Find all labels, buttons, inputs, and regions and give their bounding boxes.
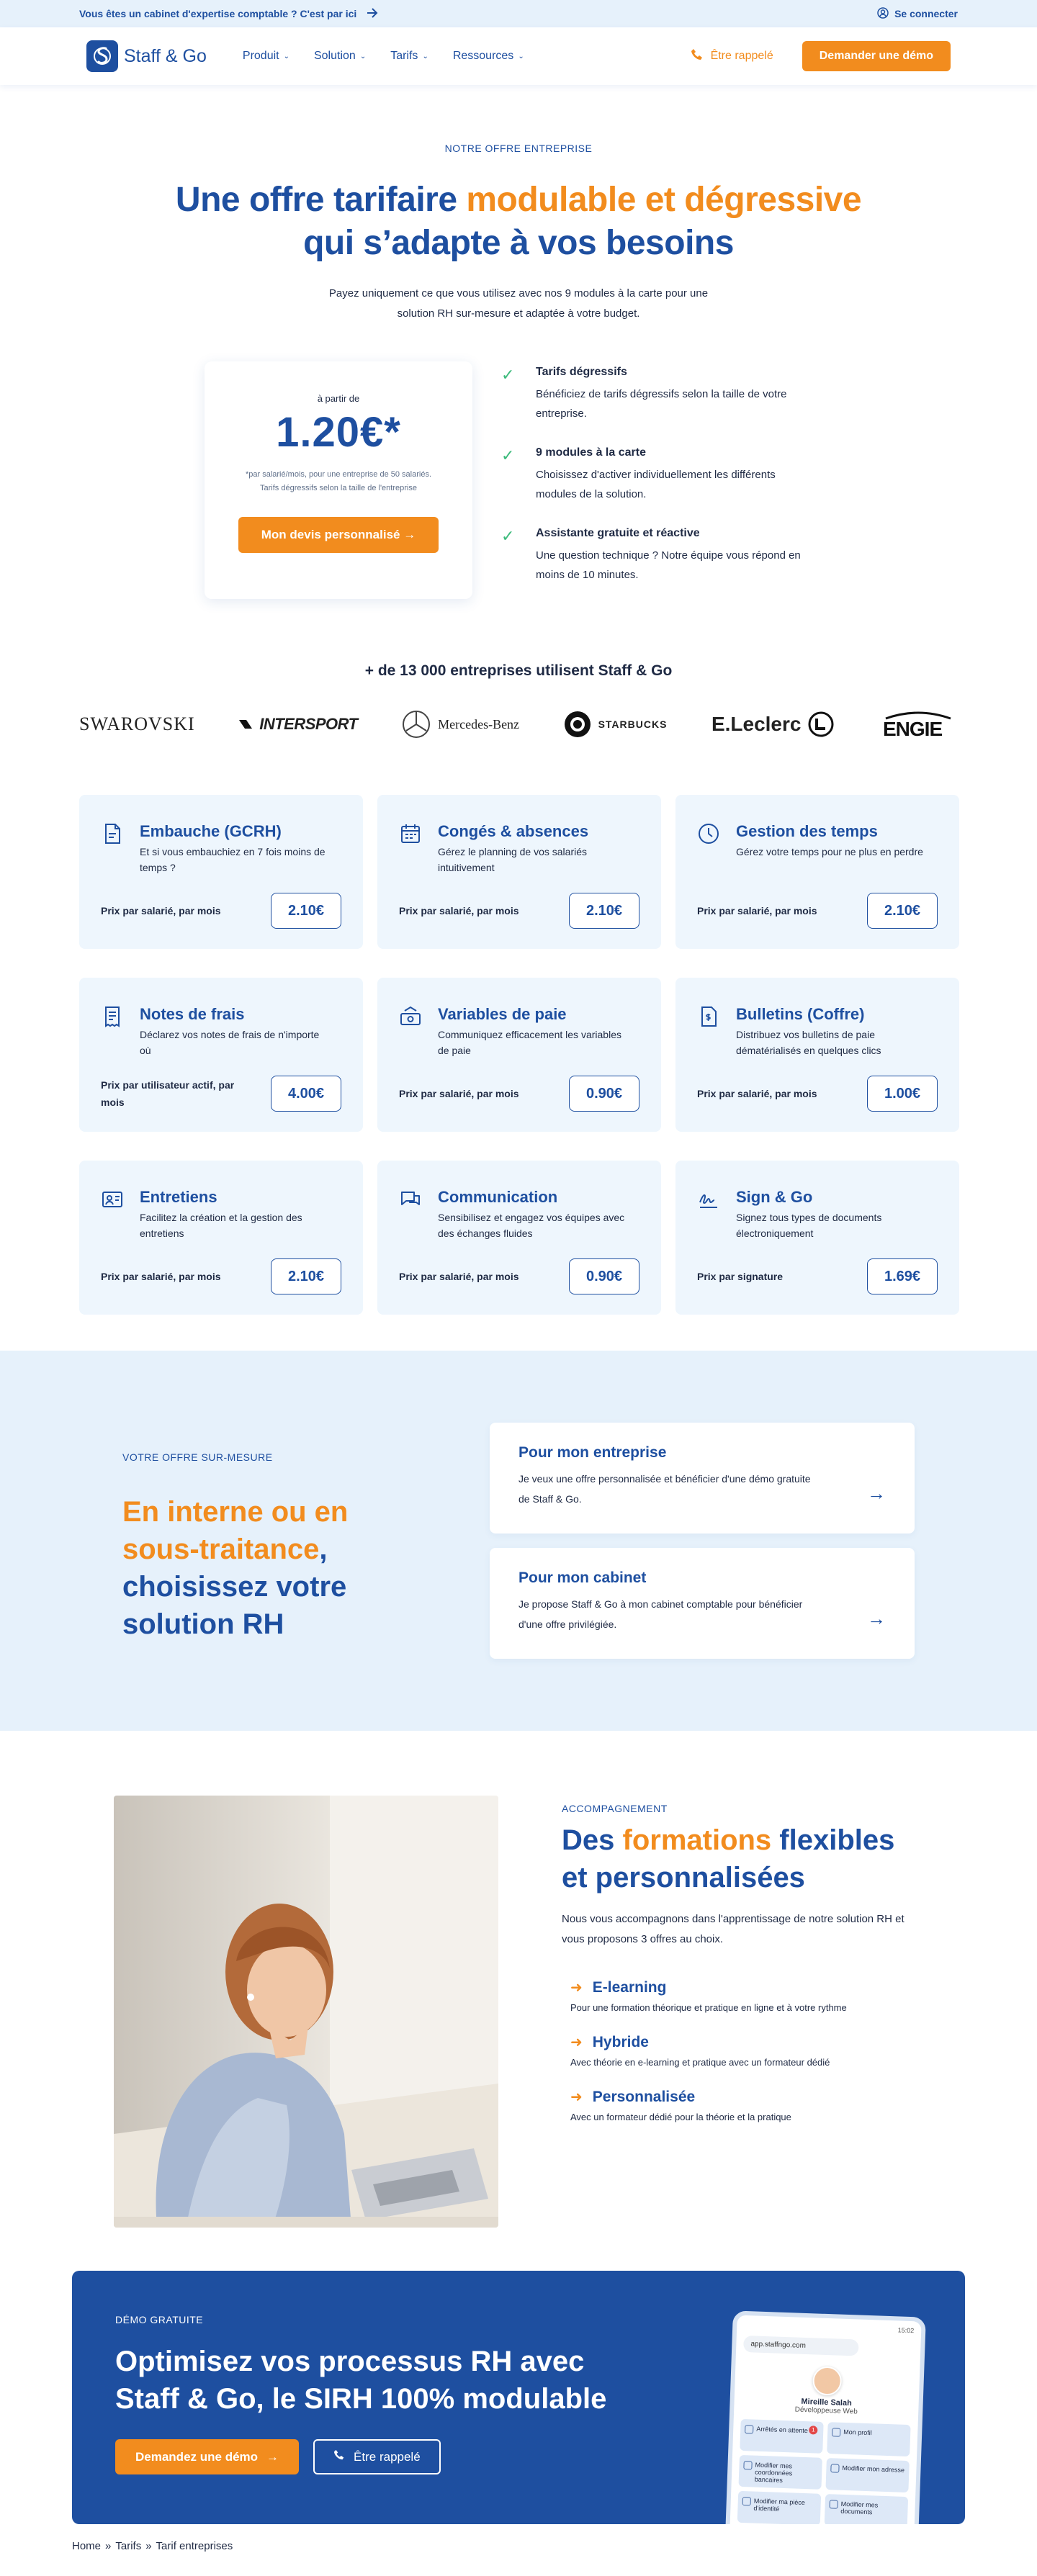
module-title: Entretiens: [140, 1188, 217, 1206]
arrow-right-icon: [367, 8, 378, 20]
module-price-label: Prix par salarié, par mois: [399, 1271, 519, 1282]
training-option-text: Avec théorie en e-learning et pratique avec un formateur dédié: [570, 2057, 830, 2068]
feature-item: [501, 446, 818, 504]
breadcrumb-tarifs[interactable]: Tarifs: [115, 2540, 142, 2552]
offer-card-text: Je veux une offre personnalisée et bénéficier d'une démo gratuite de Staff & Go.: [518, 1473, 811, 1505]
phone-icon: [691, 48, 704, 65]
custom-title-highlight1: En interne ou en: [122, 1496, 349, 1528]
logo-mark-icon: [86, 40, 118, 72]
phone-user-name: Mireille Salah: [801, 2397, 852, 2408]
nav-label: Tarifs: [390, 50, 418, 62]
hero-section: [0, 85, 1037, 608]
chevron-down-icon: ⌄: [359, 52, 367, 60]
offer-card-title: Pour mon entreprise: [518, 1444, 667, 1461]
module-price: 1.69€: [867, 1258, 938, 1294]
brand-logo[interactable]: [86, 40, 207, 72]
clock-icon: [697, 822, 720, 845]
module-price-label: Prix par salarié, par mois: [399, 905, 519, 917]
module-desc: Déclarez vos notes de frais de n'importe où: [140, 1029, 320, 1056]
module-price: 2.10€: [271, 1258, 341, 1294]
module-desc: Facilitez la création et la gestion des entretiens: [140, 1212, 302, 1239]
module-price-label: Prix par utilisateur actif, par mois: [101, 1079, 235, 1108]
engie-wordmark-icon: [879, 708, 958, 740]
module-price: 0.90€: [569, 1076, 639, 1112]
module-title: Congés & absences: [438, 822, 589, 840]
arrow-right-icon: →: [867, 1482, 886, 1504]
module-card: [79, 1161, 363, 1315]
module-price: 2.10€: [867, 893, 938, 929]
training-title-part1: Des: [562, 1824, 623, 1856]
request-demo-button[interactable]: Demander une démo: [802, 41, 951, 71]
module-card: [377, 1161, 661, 1315]
training-option-title: Personnalisée: [592, 2088, 696, 2105]
phone-tile: [737, 2491, 821, 2524]
offer-card-entreprise[interactable]: [490, 1423, 915, 1534]
client-logos: [0, 708, 1037, 740]
accountant-promo-link[interactable]: [79, 8, 378, 20]
training-option-title: E-learning: [592, 1978, 667, 1996]
check-icon: ✓: [501, 366, 515, 384]
intersport-name: INTERSPORT: [259, 715, 358, 733]
swarovski-logo: SWAROVSKI: [79, 713, 195, 734]
training-option-text: Pour une formation théorique et pratique en ligne et à votre rythme: [570, 2002, 847, 2013]
phone-tile: [827, 2422, 910, 2456]
training-options: [562, 1978, 923, 2122]
header-actions: [691, 41, 951, 71]
arrow-right-icon: ➜: [570, 2089, 583, 2105]
demo-request-label: Demandez une démo: [135, 2449, 259, 2464]
breadcrumb-home[interactable]: Home: [72, 2540, 102, 2552]
custom-title-rest: choisissez votre solution RH: [122, 1571, 347, 1640]
breadcrumb-separator: »: [145, 2540, 152, 2552]
engie-logo: [879, 708, 958, 740]
phone-tile-label: Modifier mes documents: [840, 2500, 879, 2516]
feature-text: Choisissez d'activer individuellement les différents modules de la solution.: [536, 469, 776, 500]
phone-user-role: Développeuse Web: [794, 2405, 858, 2416]
module-price: 0.90€: [569, 1258, 639, 1294]
calendar-icon: [399, 822, 422, 845]
price-from: à partir de: [317, 393, 360, 404]
feature-title: Assistante gratuite et réactive: [536, 527, 700, 539]
hero-title: [0, 179, 1037, 265]
feature-text: Bénéficiez de tarifs dégressifs selon la taille de votre entreprise.: [536, 388, 787, 420]
chevron-down-icon: ⌄: [283, 52, 289, 60]
custom-title-highlight2: sous-traitance: [122, 1534, 320, 1565]
avatar: [812, 2366, 842, 2395]
feature-title: 9 modules à la carte: [536, 446, 646, 459]
phone-url-bar: app.staffngo.com: [743, 2336, 859, 2356]
chat-icon: [399, 1188, 422, 1211]
demo-callback-label: Être rappelé: [354, 2449, 421, 2464]
starbucks-siren-icon: [564, 711, 591, 738]
module-price-label: Prix par signature: [697, 1271, 784, 1282]
module-desc: Gérez votre temps pour ne plus en perdre: [736, 846, 923, 857]
module-desc: Communiquez efficacement les variables de paie: [438, 1029, 621, 1056]
training-option: [562, 2033, 923, 2068]
phone-tile: [825, 2458, 909, 2492]
payslip-icon: [697, 1005, 720, 1028]
training-option: [562, 1978, 923, 2013]
breadcrumb-separator: »: [105, 2540, 112, 2552]
chevron-down-icon: ⌄: [518, 52, 524, 60]
phone-tile-label: Mon profil: [843, 2428, 872, 2437]
price-card: [205, 361, 472, 599]
notification-badge: 1: [809, 2426, 817, 2434]
money-icon: [399, 1005, 422, 1028]
training-content: [562, 1796, 923, 2228]
nav-item-tarifs[interactable]: [390, 50, 428, 63]
module-title: Variables de paie: [438, 1005, 567, 1023]
nav-item-solution[interactable]: [314, 50, 366, 63]
offer-block: [0, 361, 1037, 608]
module-card: [79, 978, 363, 1132]
module-title: Gestion des temps: [736, 822, 878, 840]
phone-icon: [333, 2449, 345, 2464]
arrow-right-icon: ➜: [570, 1980, 583, 1996]
nav-item-ressources[interactable]: [453, 50, 524, 63]
feature-title: Tarifs dégressifs: [536, 366, 627, 378]
offer-card-title: Pour mon cabinet: [518, 1570, 647, 1586]
module-title: Bulletins (Coffre): [736, 1005, 865, 1023]
module-price-label: Prix par salarié, par mois: [697, 1088, 817, 1099]
modules-grid: [0, 795, 1037, 1315]
leclerc-mark-icon: [808, 711, 834, 737]
module-price-label: Prix par salarié, par mois: [399, 1088, 519, 1099]
module-price-label: Prix par salarié, par mois: [697, 905, 817, 917]
arrow-right-icon: ➜: [570, 2035, 583, 2050]
module-title: Notes de frais: [140, 1005, 245, 1023]
demo-title: Optimisez vos processus RH avec Staff & Go, le SIRH 100% modulable: [115, 2346, 607, 2415]
module-card: [377, 978, 661, 1132]
quote-button[interactable]: [238, 517, 439, 553]
breadcrumb-current: Tarif entreprises: [156, 2540, 233, 2552]
offer-card-cabinet[interactable]: [490, 1548, 915, 1659]
user-icon: [877, 7, 889, 21]
leclerc-name: E.Leclerc: [711, 713, 802, 735]
demo-eyebrow: DÉMO GRATUITE: [115, 2314, 204, 2325]
breadcrumb: [0, 2524, 1037, 2568]
intersport-logo: [239, 715, 357, 734]
custom-offer-cards: [490, 1423, 915, 1731]
demo-request-button[interactable]: [115, 2439, 299, 2474]
clients-section: [0, 662, 1037, 740]
hero-title-highlight: modulable et dégressive: [466, 181, 862, 219]
hero-eyebrow: NOTRE OFFRE ENTREPRISE: [444, 143, 593, 154]
training-option: [562, 2088, 923, 2122]
custom-offer-section: [0, 1351, 1037, 1731]
check-icon: ✓: [501, 527, 515, 545]
phone-tile: [740, 2419, 823, 2454]
mercedes-name: Mercedes-Benz: [438, 716, 520, 731]
main-nav: [243, 50, 691, 63]
intersport-mark-icon: [239, 719, 252, 730]
phone-tile-label: Modifier mes coordonnées bancaires: [754, 2461, 793, 2484]
callback-label: Être rappelé: [710, 50, 773, 62]
hero-title-part1: Une offre tarifaire: [175, 181, 467, 219]
module-card: [377, 795, 661, 949]
features-list: [501, 361, 818, 608]
feature-item: [501, 366, 818, 423]
module-card: [675, 795, 959, 949]
custom-title: [122, 1493, 425, 1643]
phone-tiles: [737, 2419, 911, 2524]
training-option-title: Hybride: [592, 2033, 649, 2050]
training-option-text: Avec un formateur dédié pour la théorie et la pratique: [570, 2112, 791, 2122]
nav-label: Produit: [242, 50, 279, 62]
callback-link[interactable]: [691, 48, 773, 65]
check-icon: ✓: [501, 446, 515, 464]
phone-tile: [738, 2455, 822, 2490]
module-title: Communication: [438, 1188, 558, 1206]
training-photo: [114, 1796, 498, 2228]
custom-offer-intro: [122, 1423, 425, 1731]
module-desc: Sensibilisez et engagez vos équipes avec des échanges fluides: [438, 1212, 625, 1239]
main-header: [0, 27, 1037, 85]
module-desc: Et si vous embauchiez en 7 fois moins de temps ?: [140, 846, 326, 873]
nav-label: Solution: [313, 50, 356, 62]
price-note: [205, 468, 472, 495]
nav-item-produit[interactable]: [243, 50, 289, 63]
training-section: [0, 1731, 1037, 2228]
module-price: 4.00€: [271, 1076, 341, 1112]
starbucks-name: STARBUCKS: [598, 719, 668, 730]
mercedes-star-icon: [402, 710, 431, 739]
signature-icon: [697, 1188, 720, 1211]
module-card: [675, 978, 959, 1132]
price-note-line1: *par salarié/mois, pour une entreprise de 50 salariés.: [245, 470, 432, 479]
module-card: [675, 1161, 959, 1315]
phone-mockup: [724, 2310, 926, 2524]
phone-status-bar: [744, 2321, 914, 2334]
feature-item: [501, 527, 818, 585]
custom-title-comma: ,: [319, 1534, 328, 1565]
arrow-right-icon: →: [403, 528, 416, 541]
hero-title-part2: qui s’adapte à vos besoins: [303, 224, 734, 262]
chevron-down-icon: ⌄: [422, 52, 428, 60]
module-card: [79, 795, 363, 949]
starbucks-logo: [564, 711, 668, 738]
module-title: Embauche (GCRH): [140, 822, 282, 840]
quote-button-label: Mon devis personnalisé: [261, 528, 400, 541]
demo-banner: [72, 2271, 965, 2524]
phone-tile: [825, 2494, 908, 2524]
module-desc: Gérez le planning de vos salariés intuitivement: [438, 846, 588, 873]
module-price: 2.10€: [569, 893, 639, 929]
mercedes-logo: [402, 710, 519, 739]
training-intro: Nous vous accompagnons dans l'apprentissage de notre solution RH et vous proposons 3 offres au choix.: [562, 1913, 904, 1945]
login-label: Se connecter: [894, 8, 958, 19]
nav-label: Ressources: [452, 50, 514, 62]
arrow-right-icon: →: [266, 2449, 279, 2464]
phone-tile-label: Modifier mon adresse: [842, 2464, 905, 2474]
woman-laptop-illustration: [114, 1796, 498, 2228]
offer-card-text: Je propose Staff & Go à mon cabinet comptable pour bénéficier d'une offre privilégiée.: [518, 1598, 803, 1630]
module-desc: Signez tous types de documents électroniquement: [736, 1212, 882, 1239]
leclerc-logo: [711, 711, 835, 737]
training-title-part2: flexibles et personnalisées: [562, 1824, 895, 1893]
price-value: 1.20€*: [276, 409, 401, 456]
module-price: 2.10€: [271, 893, 341, 929]
svg-text:ENGIE: ENGIE: [883, 718, 943, 740]
module-desc: Distribuez vos bulletins de paie dématérialisés en quelques clics: [736, 1029, 881, 1056]
receipt-icon: [101, 1005, 124, 1028]
module-price: 1.00€: [867, 1076, 938, 1112]
login-link[interactable]: [877, 7, 958, 21]
phone-tile-label: Modifier ma pièce d'identité: [753, 2497, 805, 2513]
hero-intro: Payez uniquement ce que vous utilisez avec nos 9 modules à la carte pour une solution RH sur-mesure et adaptée à votre budget.: [328, 287, 709, 320]
document-icon: [101, 822, 124, 845]
clients-title: + de 13 000 entreprises utilisent Staff & Go: [364, 662, 673, 679]
feature-text: Une question technique ? Notre équipe vous répond en moins de 10 minutes.: [536, 549, 801, 581]
module-price-label: Prix par salarié, par mois: [101, 905, 221, 917]
module-title: Sign & Go: [736, 1188, 813, 1206]
demo-callback-button[interactable]: [313, 2439, 441, 2474]
phone-tile-label: Arrêtés en attente: [756, 2425, 808, 2435]
price-note-line2: Tarifs dégressifs selon la taille de l'entreprise: [260, 484, 417, 492]
phone-time: 15:02: [897, 2326, 915, 2335]
module-price-label: Prix par salarié, par mois: [101, 1271, 221, 1282]
interview-icon: [101, 1188, 124, 1211]
training-title: [562, 1821, 923, 1896]
brand-name: Staff & Go: [124, 45, 207, 66]
promo-text: Vous êtes un cabinet d'expertise comptable ? C'est par ici: [79, 8, 357, 19]
training-title-highlight: formations: [622, 1824, 772, 1856]
top-announcement-bar: [0, 0, 1037, 27]
arrow-right-icon: →: [867, 1608, 886, 1629]
custom-eyebrow: VOTRE OFFRE SUR-MESURE: [122, 1451, 273, 1463]
training-eyebrow: ACCOMPAGNEMENT: [562, 1803, 668, 1814]
